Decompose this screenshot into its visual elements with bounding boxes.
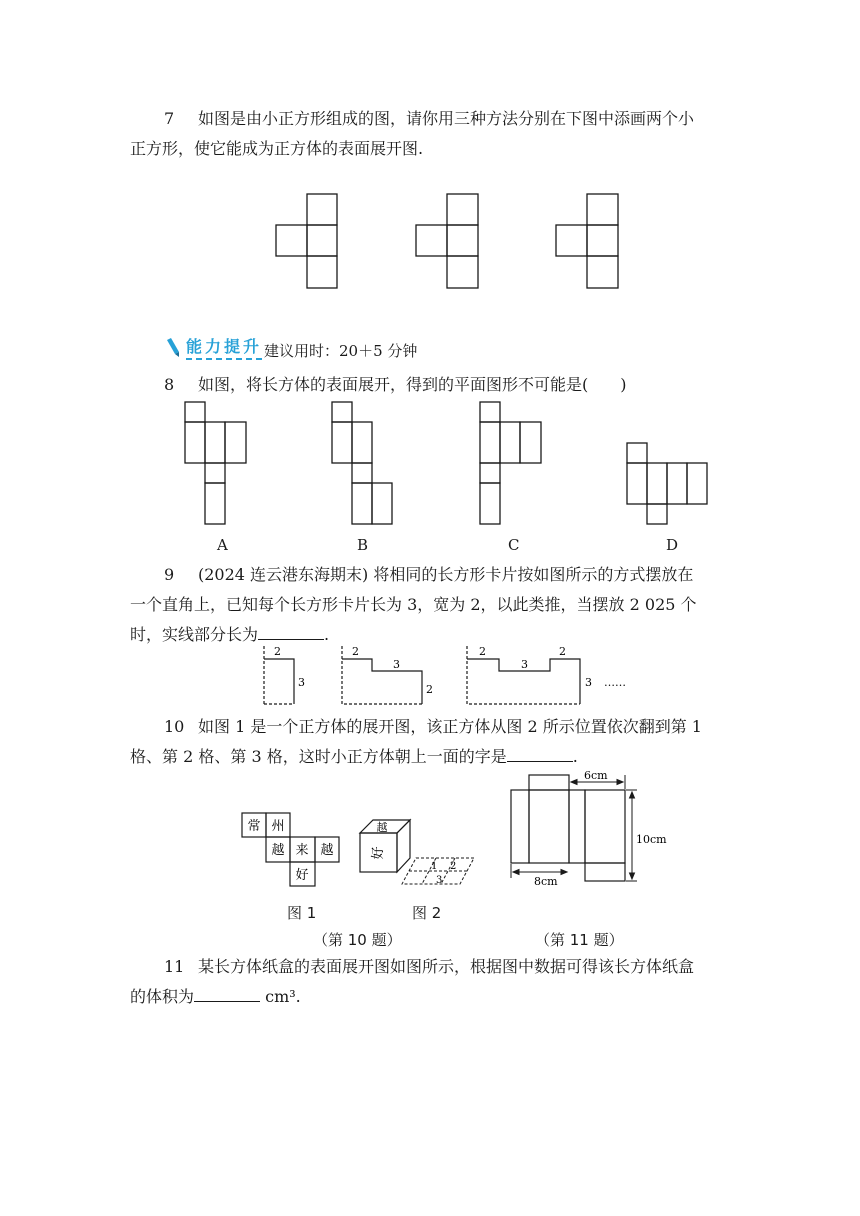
section-title: 能力提升 [186, 334, 262, 360]
q7-number: 7 [164, 109, 175, 128]
svg-text:3: 3 [393, 658, 400, 671]
svg-text:8cm: 8cm [534, 875, 558, 888]
q10-caption: （第 10 题） [313, 931, 402, 949]
q11-line2: 的体积为 cm³. [130, 982, 301, 1012]
q10-line2: 格、第 2 格、第 3 格，这时小正方体朝上一面的字是 . [130, 742, 578, 772]
svg-text:好: 好 [295, 868, 309, 883]
svg-text:3: 3 [521, 658, 528, 671]
q8-option-c-label: C [508, 536, 520, 554]
svg-text:2: 2 [450, 861, 457, 872]
q9-text-1: (2024 连云港东海期末) 将相同的长方形卡片按如图所示的方式摆放在 [198, 565, 694, 584]
q8-option-b-label: B [357, 536, 369, 554]
q8-text: 如图，将长方体的表面展开，得到的平面图形不可能是( ) [198, 375, 627, 394]
q11-line1 [164, 952, 694, 982]
svg-text:来: 来 [295, 843, 309, 858]
q8-option-d-label: D [666, 536, 679, 554]
svg-text:2: 2 [479, 645, 486, 658]
svg-text:……: …… [604, 676, 626, 689]
svg-text:2: 2 [426, 683, 433, 696]
q10-fig1-caption: 图 1 [287, 904, 317, 922]
svg-text:3: 3 [436, 875, 443, 886]
svg-text:6cm: 6cm [584, 769, 608, 782]
svg-text:好: 好 [371, 846, 386, 860]
svg-text:州: 州 [271, 819, 285, 834]
q9-number: 9 [164, 565, 175, 584]
q11-text-1: 某长方体纸盒的表面展开图如图所示，根据图中数据可得该长方体纸盒 [198, 957, 695, 976]
svg-text:1: 1 [431, 861, 438, 872]
section-time-note: 建议用时：20＋5 分钟 [264, 342, 418, 360]
q9-line2: 一个直角上，已知每个长方形卡片长为 3，宽为 2，以此类推，当摆放 2 025 个 [130, 595, 697, 614]
q10-text-2: 格、第 2 格、第 3 格，这时小正方体朝上一面的字是 [130, 747, 507, 766]
q11-text-2: 的体积为 [130, 987, 195, 1006]
q7-line2: 正方形，使它能成为正方体的表面展开图. [130, 139, 424, 158]
q8-number: 8 [164, 375, 175, 394]
svg-text:10cm: 10cm [636, 833, 667, 846]
svg-text:常: 常 [247, 819, 261, 834]
q11-number: 11 [164, 957, 185, 976]
q10-text-1: 如图 1 是一个正方体的展开图，该正方体从图 2 所示位置依次翻到第 1 [198, 717, 702, 736]
svg-text:越: 越 [271, 843, 285, 858]
q9-text-3: 时，实线部分长为 [130, 625, 259, 644]
svg-text:3: 3 [298, 676, 305, 689]
svg-text:2: 2 [274, 645, 281, 658]
svg-text:2: 2 [559, 645, 566, 658]
q10-number: 10 [164, 717, 185, 736]
q10-fig2-caption: 图 2 [412, 904, 442, 922]
q8-option-a-label: A [217, 536, 228, 554]
q11-caption: （第 11 题） [535, 931, 624, 949]
svg-text:越: 越 [320, 843, 334, 858]
q7-text-1: 如图是由小正方形组成的图，请你用三种方法分别在下图中添画两个小 [198, 109, 695, 128]
svg-text:越: 越 [376, 821, 388, 834]
svg-text:3: 3 [585, 676, 592, 689]
q11-answer-blank[interactable] [194, 983, 260, 1002]
q9-line3: 时，实线部分长为 . [130, 620, 329, 650]
svg-text:2: 2 [352, 645, 359, 658]
